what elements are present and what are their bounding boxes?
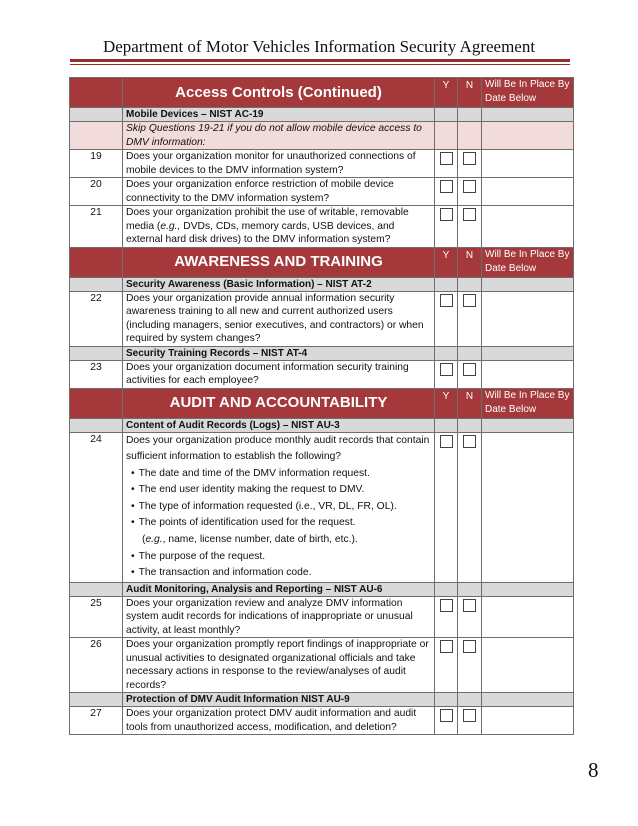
question-text: Does your organization review and analyze DMV information system audit records for indications of inappropriate or unusual activity, at least monthly? — [123, 596, 435, 638]
column-label-will-be-in-place: Will Be In Place By Date Below — [482, 388, 574, 418]
continuation-italic: e.g. — [145, 534, 163, 546]
subsection-title: Audit Monitoring, Analysis and Reporting – NIST AU-6 — [123, 582, 435, 596]
will-be-in-place-date-cell[interactable] — [482, 432, 574, 582]
subsection-title: Mobile Devices – NIST AC-19 — [123, 108, 435, 122]
list-item: • The transaction and information code. — [131, 565, 431, 582]
instruction-note-row — [70, 122, 574, 150]
yes-checkbox[interactable] — [440, 208, 453, 221]
question-row — [70, 596, 574, 638]
question-text: Does your organization enforce restriction of mobile device connectivity to the DMV information system? — [123, 178, 435, 206]
subsection-title: Protection of DMV Audit Information NIST AU-9 — [123, 693, 435, 707]
question-row — [70, 150, 574, 178]
subsection-row — [70, 693, 574, 707]
will-be-in-place-date-cell[interactable] — [482, 360, 574, 388]
section-title: AWARENESS AND TRAINING — [123, 247, 435, 277]
question-text: Does your organization promptly report findings of inappropriate or unusual activities to designated organizational officials and take necessary actions in response to the review/analyses of audit records? — [123, 638, 435, 693]
question-row — [70, 178, 574, 206]
will-be-in-place-date-cell[interactable] — [482, 707, 574, 735]
subsection-title: Security Training Records – NIST AT-4 — [123, 346, 435, 360]
yes-checkbox[interactable] — [440, 640, 453, 653]
list-item: • The date and time of the DMV information request. — [131, 466, 431, 483]
subsection-row — [70, 108, 574, 122]
will-be-in-place-date-cell[interactable] — [482, 178, 574, 206]
question-text: Does your organization monitor for unauthorized connections of mobile devices to the DMV information system? — [123, 150, 435, 178]
column-label-no: N — [458, 247, 482, 277]
title-divider-thin — [70, 64, 570, 65]
question-text: Does your organization document information security training activities for each employee? — [123, 360, 435, 388]
no-checkbox[interactable] — [463, 294, 476, 307]
yes-checkbox[interactable] — [440, 599, 453, 612]
question-text-italic: e.g., — [160, 220, 181, 232]
question-row — [70, 638, 574, 693]
list-item: • The purpose of the request. — [131, 549, 431, 566]
no-checkbox[interactable] — [463, 599, 476, 612]
continuation-text: , name, license number, date of birth, etc.). — [162, 534, 358, 546]
question-text — [123, 206, 435, 248]
column-label-yes: Y — [435, 78, 458, 108]
question-number: 19 — [70, 150, 123, 178]
subsection-row — [70, 277, 574, 291]
will-be-in-place-date-cell[interactable] — [482, 206, 574, 248]
question-row — [70, 707, 574, 735]
question-number: 24 — [70, 432, 123, 582]
yes-checkbox[interactable] — [440, 152, 453, 165]
question-row — [70, 206, 574, 248]
question-number: 20 — [70, 178, 123, 206]
question-number: 25 — [70, 596, 123, 638]
question-text: Does your organization produce monthly audit records that contain sufficient information to establish the following? — [126, 434, 430, 463]
no-checkbox[interactable] — [463, 435, 476, 448]
column-label-will-be-in-place: Will Be In Place By Date Below — [482, 78, 574, 108]
question-number: 21 — [70, 206, 123, 248]
header-blank-cell — [70, 388, 123, 418]
no-checkbox[interactable] — [463, 208, 476, 221]
yes-checkbox[interactable] — [440, 435, 453, 448]
subsection-row — [70, 418, 574, 432]
question-number: 23 — [70, 360, 123, 388]
audit-fields-list-continued — [126, 549, 431, 582]
question-number: 26 — [70, 638, 123, 693]
title-divider-thick — [70, 59, 570, 62]
yes-checkbox[interactable] — [440, 363, 453, 376]
question-text: Does your organization provide annual information security awareness training to all new and current authorized users (including managers, senior executives, and contractors) or when required by system changes? — [123, 291, 435, 346]
header-blank-cell — [70, 247, 123, 277]
list-item: • The points of identification used for the request. — [131, 515, 431, 532]
question-row — [70, 360, 574, 388]
no-checkbox[interactable] — [463, 363, 476, 376]
question-number: 27 — [70, 707, 123, 735]
instruction-note: Skip Questions 19-21 if you do not allow mobile device access to DMV information: — [123, 122, 435, 150]
will-be-in-place-date-cell[interactable] — [482, 596, 574, 638]
subsection-title: Content of Audit Records (Logs) – NIST AU-3 — [123, 418, 435, 432]
column-label-yes: Y — [435, 247, 458, 277]
column-label-no: N — [458, 78, 482, 108]
section-header-awareness-training — [70, 247, 574, 277]
yes-checkbox[interactable] — [440, 709, 453, 722]
question-text — [123, 432, 435, 582]
will-be-in-place-date-cell[interactable] — [482, 150, 574, 178]
column-label-yes: Y — [435, 388, 458, 418]
subsection-row — [70, 346, 574, 360]
question-text: Does your organization protect DMV audit information and audit tools from unauthorized access, modification, and deletion? — [123, 707, 435, 735]
no-checkbox[interactable] — [463, 640, 476, 653]
list-item-continuation: (e.g., name, license number, date of birth, etc.). — [142, 534, 358, 546]
subsection-row — [70, 582, 574, 596]
question-text-part: Does your organization prohibit the use of writable, removable media ( — [126, 207, 409, 232]
question-text-part: DVDs, CDs, memory cards, USB devices, and external hard disk drives) to the DMV information system? — [126, 220, 395, 245]
section-title: AUDIT AND ACCOUNTABILITY — [123, 388, 435, 418]
question-number: 22 — [70, 291, 123, 346]
subsection-title: Security Awareness (Basic Information) – NIST AT-2 — [123, 277, 435, 291]
no-checkbox[interactable] — [463, 180, 476, 193]
question-row — [70, 432, 574, 582]
list-item: • The end user identity making the request to DMV. — [131, 482, 431, 499]
no-checkbox[interactable] — [463, 709, 476, 722]
will-be-in-place-date-cell[interactable] — [482, 638, 574, 693]
document-title: Department of Motor Vehicles Information Security Agreement — [102, 37, 536, 56]
header-blank-cell — [70, 78, 123, 108]
column-label-will-be-in-place: Will Be In Place By Date Below — [482, 247, 574, 277]
page-number: 8 — [588, 758, 599, 782]
will-be-in-place-date-cell[interactable] — [482, 291, 574, 346]
section-header-audit-accountability — [70, 388, 574, 418]
section-title: Access Controls (Continued) — [123, 78, 435, 108]
list-item: • The type of information requested (i.e., VR, DL, FR, OL). — [131, 499, 431, 516]
no-checkbox[interactable] — [463, 152, 476, 165]
question-row — [70, 291, 574, 346]
yes-checkbox[interactable] — [440, 180, 453, 193]
section-header-access-controls — [70, 78, 574, 108]
audit-fields-list — [126, 466, 431, 532]
yes-checkbox[interactable] — [440, 294, 453, 307]
column-label-no: N — [458, 388, 482, 418]
security-questionnaire-table — [69, 77, 574, 735]
